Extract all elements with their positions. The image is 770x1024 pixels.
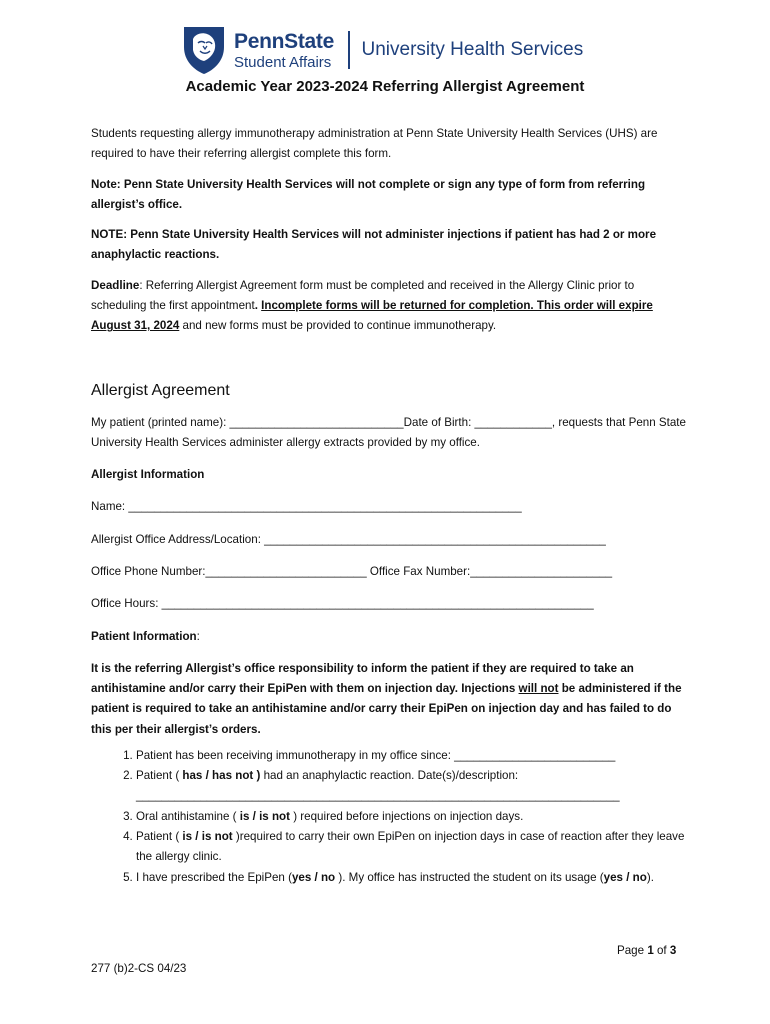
- penn-state-logo: [182, 25, 583, 75]
- allergist-name-field[interactable]: Name: _____________________________________________________________: [91, 500, 522, 514]
- document-title: Academic Year 2023-2024 Referring Allergist Agreement: [185, 78, 585, 95]
- deadline-period: .: [254, 298, 262, 312]
- phone-fax-field[interactable]: Office Phone Number:_________________________ Office Fax Number:______________________: [91, 564, 613, 578]
- warning-text-start: It is the referring Allergist’s office responsibility to inform the patient if they are required to take an antihistamine and/or carry their EpiPen with them on injection day. Injections: [91, 661, 634, 696]
- patient-name-line[interactable]: My patient (printed name): ___________________________Date of Birth: ____________, requests that Penn State University Health Services administer allergy extracts provided by my office.: [91, 415, 686, 449]
- note-anaphylaxis: NOTE: Penn State University Health Services will not administer injections if patient has had 2 or more anaphylactic reactions.: [91, 228, 657, 262]
- deadline-label: Deadline: [91, 278, 140, 292]
- item-text: Oral antihistamine (: [136, 809, 240, 823]
- list-item[interactable]: [136, 746, 691, 766]
- item-text: I have prescribed the EpiPen (: [136, 870, 292, 884]
- deadline-text-end: and new forms must be provided to continue immunotherapy.: [179, 319, 497, 333]
- item-text-end: ).: [646, 870, 654, 884]
- note-no-forms: Note: Penn State University Health Services will not complete or sign any type of form from referring allergist’s office.: [91, 177, 646, 211]
- responsibility-warning: [91, 659, 691, 740]
- list-item[interactable]: [136, 807, 691, 827]
- deadline-paragraph: [91, 276, 691, 337]
- item-text: Patient (: [136, 830, 183, 844]
- list-item[interactable]: [136, 868, 691, 888]
- form-code: 277 (b)2-CS 04/23: [91, 962, 187, 975]
- item-text-end: ) required before injections on injection days.: [290, 809, 524, 823]
- page-number: [617, 944, 676, 957]
- page-prefix: Page: [617, 944, 648, 957]
- item-text-end: )required to carry their own EpiPen on injection days in case of reaction after they leave the allergy clinic.: [136, 830, 685, 864]
- item-text: Patient (: [136, 769, 183, 783]
- patient-items-list: [91, 746, 691, 888]
- item-text-mid: ). My office has instructed the student on its usage (: [335, 870, 604, 884]
- item-choice: yes / no: [291, 870, 336, 884]
- page-current: 1: [647, 944, 654, 957]
- deadline-underlined: Incomplete forms will be returned for completion. This order will expire August 31, 2024: [91, 298, 653, 333]
- page-of: of: [653, 944, 670, 957]
- item-choice: is / is not: [182, 830, 233, 844]
- department-name: University Health Services: [361, 39, 584, 60]
- patient-info-label: Patient Information: [91, 629, 197, 643]
- list-item[interactable]: [136, 766, 691, 807]
- nittany-lion-shield-icon: [182, 25, 226, 75]
- deadline-text: : Referring Allergist Agreement form must be completed and received in the Allergy Clinic prior to scheduling the first appointment: [91, 278, 635, 312]
- item-text: Patient has been receiving immunotherapy in my office since: _________________________: [136, 748, 616, 762]
- brand-name: PennState: [234, 29, 334, 53]
- item-choice: is / is not: [239, 809, 290, 823]
- patient-info-heading: [91, 627, 691, 647]
- item-text-end: had an anaphylactic reaction. Date(s)/description: ___________________________________________________________________________: [136, 769, 620, 803]
- patient-info-colon: :: [196, 629, 200, 643]
- intro-paragraph: Students requesting allergy immunotherapy administration at Penn State University Health Services (UHS) are required to have their referring allergist complete this form.: [91, 127, 658, 161]
- office-hours-field[interactable]: Office Hours: ___________________________________________________________________: [91, 597, 594, 611]
- allergist-info-heading: Allergist Information: [91, 468, 205, 482]
- item-choice: has / has not ): [182, 769, 261, 783]
- brand-subtitle: Student Affairs: [234, 53, 332, 71]
- allergist-agreement-heading: Allergist Agreement: [91, 381, 230, 399]
- warning-will-not: will not: [518, 682, 559, 696]
- item-choice-2: yes / no: [603, 870, 647, 884]
- list-item[interactable]: [136, 827, 691, 868]
- warning-text-end: be administered if the patient is required to take an antihistamine and/or carry their EpiPen on injection day and has failed to do this per their allergist’s orders.: [91, 682, 682, 736]
- office-address-field[interactable]: Allergist Office Address/Location: _____________________________________________________: [91, 532, 606, 546]
- document-body: [91, 124, 691, 888]
- page-total: 3: [669, 944, 677, 957]
- logo-divider: [348, 31, 350, 69]
- brand-text: [234, 31, 334, 70]
